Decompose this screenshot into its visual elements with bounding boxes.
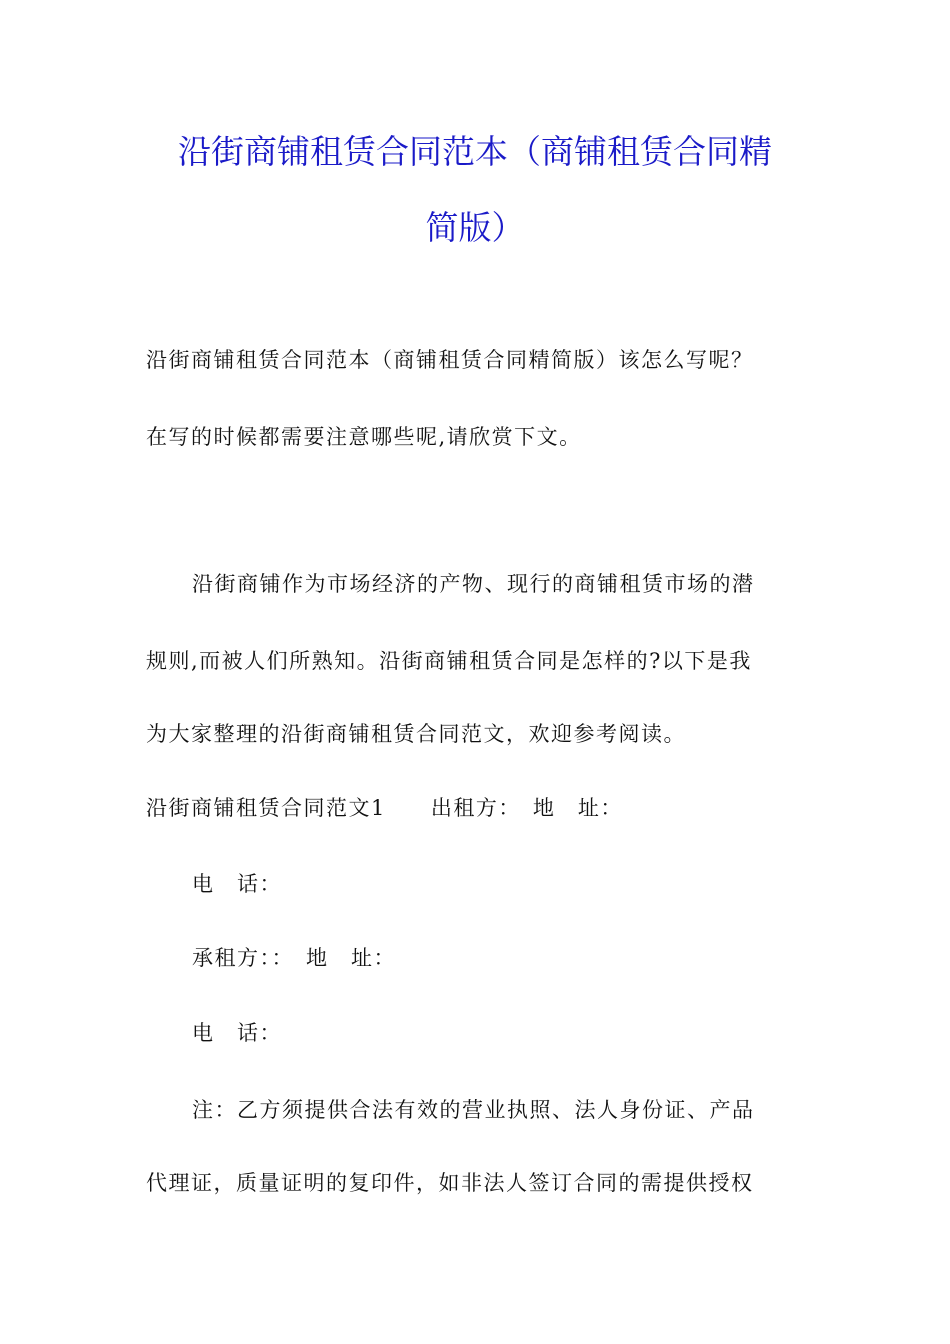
document-title-line-2: 简版）	[425, 208, 525, 247]
paragraph-1-line-1: 沿街商铺作为市场经济的产物、现行的商铺租赁市场的潜	[192, 572, 755, 596]
sample-heading: 沿街商铺租赁合同范文1 出租方： 地 址：	[146, 796, 623, 820]
note-line-1: 注：乙方须提供合法有效的营业执照、法人身份证、产品	[192, 1098, 755, 1122]
lessee-phone: 电 话：	[192, 1021, 282, 1045]
intro-line-1: 沿街商铺租赁合同范本（商铺租赁合同精简版）该怎么写呢？	[146, 348, 754, 372]
paragraph-1-line-2: 规则,而被人们所熟知。沿街商铺租赁合同是怎样的?以下是我	[146, 649, 752, 673]
lessee-line: 承租方：： 地 址：	[192, 946, 396, 970]
lessor-phone: 电 话：	[192, 872, 282, 896]
paragraph-1-line-3: 为大家整理的沿街商铺租赁合同范文，欢迎参考阅读。	[146, 722, 686, 746]
document-title-line-1: 沿街商铺租赁合同范本（商铺租赁合同精	[178, 132, 772, 171]
intro-line-2: 在写的时候都需要注意哪些呢,请欣赏下文。	[146, 425, 582, 449]
note-line-2: 代理证，质量证明的复印件，如非法人签订合同的需提供授权	[146, 1171, 754, 1195]
